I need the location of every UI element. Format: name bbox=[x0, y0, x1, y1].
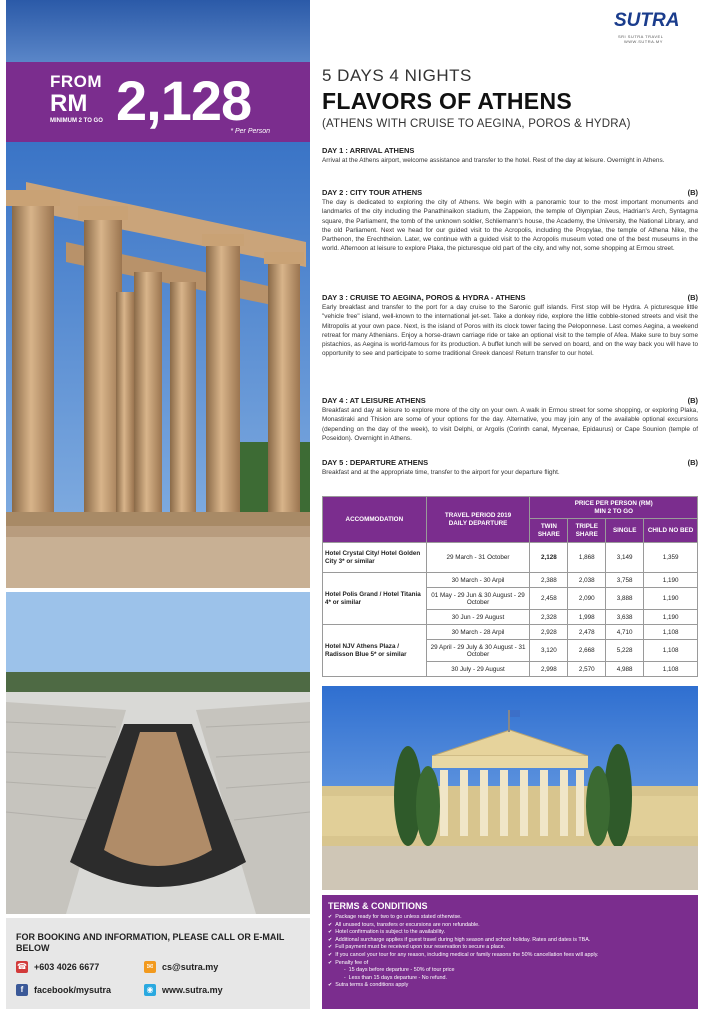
left-column bbox=[6, 0, 310, 1009]
day-description: Arrival at the Athens airport, welcome assistance and transfer to the hotel. Rest of the day at leisure. Overnight in Athens. bbox=[322, 157, 665, 164]
twin-price: 2,928 bbox=[530, 625, 568, 640]
table-row bbox=[323, 625, 698, 640]
header-price-per-person: PRICE PER PERSON (RM) MIN 2 TO GO bbox=[530, 497, 698, 519]
table-row bbox=[323, 573, 698, 588]
price-from: FROM bbox=[50, 72, 103, 91]
triple-price: 2,090 bbox=[568, 588, 606, 610]
itinerary-day-5 bbox=[322, 458, 698, 477]
single-price: 3,758 bbox=[606, 573, 644, 588]
itinerary-day-1 bbox=[322, 146, 698, 165]
price-minimum: MINIMUM 2 TO GO bbox=[50, 118, 103, 124]
day-heading: DAY 2 : CITY TOUR ATHENS bbox=[322, 188, 423, 197]
list-item: ✔ Sutra terms & conditions apply bbox=[328, 982, 694, 990]
price-table bbox=[322, 496, 698, 677]
phone-number[interactable]: +603 4026 6677 bbox=[34, 962, 100, 972]
day-meal: (B) bbox=[687, 188, 698, 197]
booking-panel bbox=[6, 918, 310, 1009]
travel-period: 01 May - 29 Jun & 30 August - 29 October bbox=[426, 588, 530, 610]
table-row bbox=[323, 543, 698, 573]
travel-period: 30 July - 29 August bbox=[426, 662, 530, 677]
price-amount: 2,128 bbox=[116, 69, 252, 132]
booking-title: FOR BOOKING AND INFORMATION, PLEASE CALL OR E-MAIL BELOW bbox=[16, 932, 285, 953]
day-heading: DAY 1 : ARRIVAL ATHENS bbox=[322, 146, 415, 155]
facebook-icon: f bbox=[16, 984, 28, 996]
twin-price: 2,128 bbox=[530, 543, 568, 573]
child-price: 1,108 bbox=[644, 662, 698, 677]
hotel-name: Hotel Crystal City/ Hotel Golden City 3* or similar bbox=[323, 543, 427, 573]
day-description: Early breakfast and transfer to the port for a day cruise to the Saronic gulf islands. First stop will be Hydra. A picturesque little "vehicle free" island, well-known to the international jet-set. Take a donkey ride, explore the little cobble-stoned streets and visit the Mitropolis at your own pace. Next, is the island of Poros with its clock tower facing the Peloponnese. Last comes Aegina, a weekend retreat for many Athenians. Enjoy a horse-drawn carriage ride or take an optional visit to the temple of Afea. Make sure to buy some pistachios, as Aegina is world-famous for its production. A buffet lunch will be served on board, and on the way back you will have to opportunity to see and participate to some traditional Greek dances! Return transfer to our hotel. bbox=[322, 304, 698, 358]
child-price: 1,190 bbox=[644, 610, 698, 625]
triple-price: 2,668 bbox=[568, 640, 606, 662]
list-item: ✔ Package ready for two to go unless stated otherwise. bbox=[328, 914, 694, 922]
header-single: SINGLE bbox=[606, 519, 644, 543]
day-description: Breakfast and day at leisure to explore more of the city on your own. A walk in Ermou street for some shopping, or exploring Plaka, Monastiraki and Thision are some of your options for the day. Alternative, you may join any of the available optional excursions (depending on the day of the week), to visit Delphi, or Argolis (Corinth canal, Mycenae, Epidaurus) or Cape Sounion (temple of Poseidon). Overnight in Athens. bbox=[322, 407, 698, 442]
child-price: 1,190 bbox=[644, 573, 698, 588]
single-price: 3,638 bbox=[606, 610, 644, 625]
globe-icon: ◉ bbox=[144, 984, 156, 996]
zappeion-photo bbox=[322, 686, 698, 890]
package-duration: 5 DAYS 4 NIGHTS bbox=[322, 66, 472, 85]
single-price: 5,228 bbox=[606, 640, 644, 662]
list-item: ✔ Penalty fee of bbox=[328, 960, 694, 968]
day-meal: (B) bbox=[687, 396, 698, 405]
web-contact[interactable] bbox=[144, 984, 223, 996]
logo-text: SUTRA bbox=[614, 10, 680, 31]
package-subtitle: (ATHENS WITH CRUISE TO AEGINA, POROS & HYDRA) bbox=[322, 118, 631, 130]
child-price: 1,108 bbox=[644, 625, 698, 640]
header-travel-period: TRAVEL PERIOD 2019 DAILY DEPARTURE bbox=[426, 497, 530, 543]
sky-banner bbox=[6, 0, 310, 62]
travel-period: 29 April - 29 July & 30 August - 31 October bbox=[426, 640, 530, 662]
day-meal: (B) bbox=[687, 458, 698, 467]
website-url[interactable]: www.sutra.my bbox=[162, 985, 223, 995]
terms-panel bbox=[322, 895, 698, 1009]
itinerary-day-3 bbox=[322, 293, 698, 359]
day-meal: (B) bbox=[687, 293, 698, 302]
temple-photo bbox=[6, 142, 310, 588]
itinerary-day-2 bbox=[322, 188, 698, 254]
logo-website: WWW.SUTRA.MY bbox=[624, 39, 663, 44]
list-item: ✔ All unused tours, transfers or excursions are non refundable. bbox=[328, 922, 694, 930]
travel-period: 30 March - 30 Arpil bbox=[426, 573, 530, 588]
logo-subtitle: SRI SUTRA TRAVEL bbox=[618, 34, 664, 39]
child-price: 1,108 bbox=[644, 640, 698, 662]
triple-price: 2,570 bbox=[568, 662, 606, 677]
day-heading: DAY 4 : AT LEISURE ATHENS bbox=[322, 396, 426, 405]
day-description: Breakfast and at the appropriate time, transfer to the airport for your departure flight. bbox=[322, 469, 560, 476]
day-heading: DAY 3 : CRUISE TO AEGINA, POROS & HYDRA - ATHENS bbox=[322, 293, 526, 302]
facebook-handle[interactable]: facebook/mysutra bbox=[34, 985, 112, 995]
single-price: 3,149 bbox=[606, 543, 644, 573]
package-title: FLAVORS OF ATHENS bbox=[322, 88, 573, 114]
triple-price: 1,868 bbox=[568, 543, 606, 573]
phone-icon: ☎ bbox=[17, 962, 27, 971]
price-currency: RM bbox=[50, 90, 88, 117]
single-price: 3,888 bbox=[606, 588, 644, 610]
travel-period: 30 Jun - 29 August bbox=[426, 610, 530, 625]
list-item: ✔ If you cancel your tour for any reason, including medical or family reasons the 50% cancellation fees will apply. bbox=[328, 952, 694, 960]
day-description: The day is dedicated to exploring the city of Athens. We begin with a panoramic tour to the most important monuments and landmarks of the city including the Panathinaikon stadium, the Zappeion, the temple of Olympian Zeus, Hadrian's Arch, Syntagma square, the Parliament, the tomb of the unknown soldier, Schliemann's house, the Academy, the University, the National Library, and the old Parliament. Next we head for our guided visit to the Acropolis, including the Propylae, the temple of Athena Nike, the Parthenon, the Erechtheion. Later, we continue with a guided visit to the Acropolis museum voted one of the best museums in the world. Afternoon at leisure to explore Plaka, the picturesque old part of the city, and why not, some shopping at Ermou street. bbox=[322, 199, 698, 253]
list-item: ✔ Additional surcharge applies if guest travel during high season and school holiday. Rates and dates is TBA. bbox=[328, 937, 694, 945]
list-item: ✔ Hotel confirmation is subject to the availability. bbox=[328, 929, 694, 937]
header-child: CHILD NO BED bbox=[644, 519, 698, 543]
twin-price: 3,120 bbox=[530, 640, 568, 662]
list-item: ✔ Full payment must be received upon tour reservation to secure a place. bbox=[328, 944, 694, 952]
terms-title: TERMS & CONDITIONS bbox=[328, 901, 428, 911]
sutra-logo bbox=[614, 8, 698, 48]
facebook-contact[interactable] bbox=[16, 984, 111, 996]
hotel-name: Hotel Polis Grand / Hotel Titania 4* or similar bbox=[323, 573, 427, 625]
triple-price: 1,998 bbox=[568, 610, 606, 625]
twin-price: 2,328 bbox=[530, 610, 568, 625]
day-heading: DAY 5 : DEPARTURE ATHENS bbox=[322, 458, 429, 467]
terms-list bbox=[328, 914, 694, 990]
twin-price: 2,458 bbox=[530, 588, 568, 610]
itinerary-day-4 bbox=[322, 396, 698, 443]
child-price: 1,359 bbox=[644, 543, 698, 573]
price-per-person: * Per Person bbox=[230, 128, 270, 135]
triple-price: 2,038 bbox=[568, 573, 606, 588]
list-subitem: - Less than 15 days departure - No refund. bbox=[328, 975, 694, 983]
single-price: 4,710 bbox=[606, 625, 644, 640]
travel-period: 29 March - 31 October bbox=[426, 543, 530, 573]
single-price: 4,988 bbox=[606, 662, 644, 677]
header-triple: TRIPLE SHARE bbox=[568, 519, 606, 543]
price-box bbox=[6, 62, 310, 142]
phone-contact[interactable] bbox=[16, 961, 99, 973]
hotel-name: Hotel NJV Athens Plaza / Radisson Blue 5* or similar bbox=[323, 625, 427, 677]
email-contact[interactable] bbox=[144, 961, 218, 973]
travel-period: 30 March - 28 Arpil bbox=[426, 625, 530, 640]
header-accommodation: ACCOMMODATION bbox=[323, 497, 427, 543]
header-twin: TWIN SHARE bbox=[530, 519, 568, 543]
stadium-photo bbox=[6, 592, 310, 914]
list-subitem: - 15 days before departure - 50% of tour price bbox=[328, 967, 694, 975]
twin-price: 2,388 bbox=[530, 573, 568, 588]
child-price: 1,190 bbox=[644, 588, 698, 610]
triple-price: 2,478 bbox=[568, 625, 606, 640]
email-address[interactable]: cs@sutra.my bbox=[162, 962, 219, 972]
email-icon: ✉ bbox=[144, 961, 156, 973]
twin-price: 2,998 bbox=[530, 662, 568, 677]
